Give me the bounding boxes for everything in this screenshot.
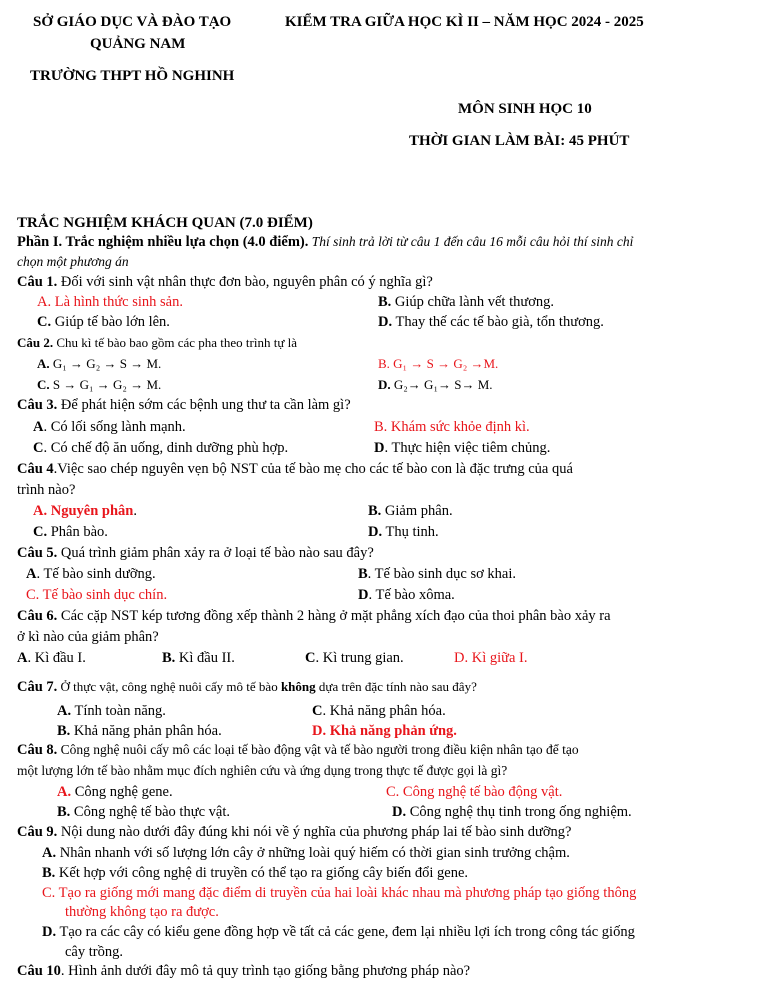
q7-option-c: C. Khả năng phân hóa. <box>312 703 446 719</box>
question-2: Câu 2. Chu kì tế bào bao gồm các pha theo trình tự là <box>17 335 297 350</box>
q4-option-d: D. Thụ tinh. <box>368 524 439 540</box>
q9-option-d: D. Tạo ra các cây có kiểu gene đồng hợp về tất cả các gene, đem lại nhiều lợi ích trong công tác giống <box>42 924 635 940</box>
q3-option-c: C. Có chế độ ăn uống, dinh dưỡng phù hợp. <box>33 440 289 456</box>
department-name: SỞ GIÁO DỤC VÀ ĐÀO TẠO <box>33 14 232 30</box>
subject-title: MÔN SINH HỌC 10 <box>458 101 592 117</box>
q2-option-d: D. G₂→ G₁→ S→ M. <box>378 377 493 392</box>
part-note-cont: chọn một phương án <box>17 254 129 269</box>
q6-option-a: A. Kì đầu I. <box>17 650 86 666</box>
q8-option-a: A. Công nghệ gene. <box>57 784 173 800</box>
q9-option-d-cont: cây trồng. <box>65 944 123 960</box>
question-1 <box>17 274 433 291</box>
q5-option-a: A. Tế bào sinh dưỡng. <box>26 566 156 582</box>
question-4-cont: trình nào? <box>17 482 76 498</box>
q1-option-a: A. Là hình thức sinh sản. <box>37 294 183 310</box>
q5-option-c: C. Tế bào sinh dục chín. <box>26 587 168 603</box>
q6-option-c: C. Kì trung gian. <box>305 650 404 666</box>
q1-option-b: B. Giúp chữa lành vết thương. <box>378 294 555 310</box>
question-5: Câu 5. Quá trình giảm phân xảy ra ở loại tế bào nào sau đây? <box>17 545 374 561</box>
q2-option-b: B. G₁ → S → G₂ →M. <box>378 356 499 371</box>
exam-title: KIỂM TRA GIỮA HỌC KÌ II – NĂM HỌC 2024 - 2025 <box>285 14 644 30</box>
q6-option-d: D. Kì giữa I. <box>454 650 528 666</box>
part-title: Phần I. Trắc nghiệm nhiều lựa chọn (4.0 điểm). <box>17 234 309 250</box>
q3-option-b: B. Khám sức khỏe định kì. <box>374 419 530 435</box>
section-title: TRẮC NGHIỆM KHÁCH QUAN (7.0 ĐIỂM) <box>17 215 313 231</box>
q1-option-d: D. Thay thế các tế bào già, tổn thương. <box>378 314 604 330</box>
question-text: Đối với sinh vật nhân thực đơn bào, nguyên phân có ý nghĩa gì? <box>57 274 433 290</box>
q4-option-c: C. Phân bào. <box>33 524 108 540</box>
province-name: QUẢNG NAM <box>90 36 186 52</box>
question-8: Câu 8. Công nghệ nuôi cấy mô các loại tế bào động vật và tế bào người trong điều kiện nhân tạo để tạo <box>17 742 579 758</box>
question-7: Câu 7. Ở thực vật, công nghệ nuôi cấy mô tế bào không dựa trên đặc tính nào sau đây? <box>17 679 477 695</box>
q9-option-b: B. Kết hợp với công nghệ di truyền có thể tạo ra giống cây biến đổi gene. <box>42 865 469 881</box>
q7-option-b: B. Khả năng phản phân hóa. <box>57 723 222 739</box>
question-8-cont: một lượng lớn tế bào nhằm mục đích nghiên cứu và ứng dụng trong thực tế được gọi là gì? <box>17 763 508 778</box>
question-4: Câu 4.Việc sao chép nguyên vẹn bộ NST của tế bào mẹ cho các tế bào con là đặc trưng của quá <box>17 461 573 477</box>
part-instructions <box>17 234 633 251</box>
q2-option-a: A. G₁ → G₂ → S → M. <box>37 356 162 371</box>
exam-duration: THỜI GIAN LÀM BÀI: 45 PHÚT <box>409 133 630 149</box>
question-label: Câu 1. <box>17 274 58 290</box>
q5-option-d: D. Tế bào xôma. <box>358 587 455 603</box>
question-10: Câu 10. Hình ảnh dưới đây mô tả quy trình tạo giống bằng phương pháp nào? <box>17 963 471 979</box>
school-name: TRƯỜNG THPT HỒ NGHINH <box>30 68 235 84</box>
q4-option-a: A. Nguyên phân. <box>33 503 137 519</box>
q2-option-c: C. S → G₁ → G₂ → M. <box>37 377 162 392</box>
q6-option-b: B. Kì đầu II. <box>162 650 235 666</box>
q9-option-c-cont: thường không tạo ra được. <box>65 904 219 920</box>
q5-option-b: B. Tế bào sinh dục sơ khai. <box>358 566 517 582</box>
q7-option-a: A. Tính toàn năng. <box>57 703 166 719</box>
q1-option-c: C. Giúp tế bào lớn lên. <box>37 314 170 330</box>
q9-option-a: A. Nhân nhanh với số lượng lớn cây ở những loài quý hiếm có thời gian sinh trưởng chậm. <box>42 845 570 861</box>
q4-option-b: B. Giảm phân. <box>368 503 453 519</box>
question-3: Câu 3. Để phát hiện sớm các bệnh ung thư ta cần làm gì? <box>17 397 351 413</box>
q3-option-a: A. Có lối sống lành mạnh. <box>33 419 186 435</box>
q9-option-c: C. Tạo ra giống mới mang đặc điểm di truyền của hai loài khác nhau mà phương pháp tạo giống thông <box>42 885 637 901</box>
q8-option-d: D. Công nghệ thụ tinh trong ống nghiệm. <box>392 804 632 820</box>
q7-option-d: D. Khả năng phản ứng. <box>312 723 457 739</box>
part-note: Thí sinh trả lời từ câu 1 đến câu 16 mỗi câu hỏi thí sinh chỉ <box>308 234 634 249</box>
question-6: Câu 6. Các cặp NST kép tương đồng xếp thành 2 hàng ở mặt phẳng xích đạo của thoi phân bào xảy ra <box>17 608 611 624</box>
q8-option-b: B. Công nghệ tế bào thực vật. <box>57 804 230 820</box>
q3-option-d: D. Thực hiện việc tiêm chủng. <box>374 440 551 456</box>
question-9: Câu 9. Nội dung nào dưới đây đúng khi nói về ý nghĩa của phương pháp lai tế bào sinh dưỡng? <box>17 824 572 840</box>
question-6-cont: ở kì nào của giảm phân? <box>17 629 159 645</box>
q8-option-c: C. Công nghệ tế bào động vật. <box>386 784 563 800</box>
